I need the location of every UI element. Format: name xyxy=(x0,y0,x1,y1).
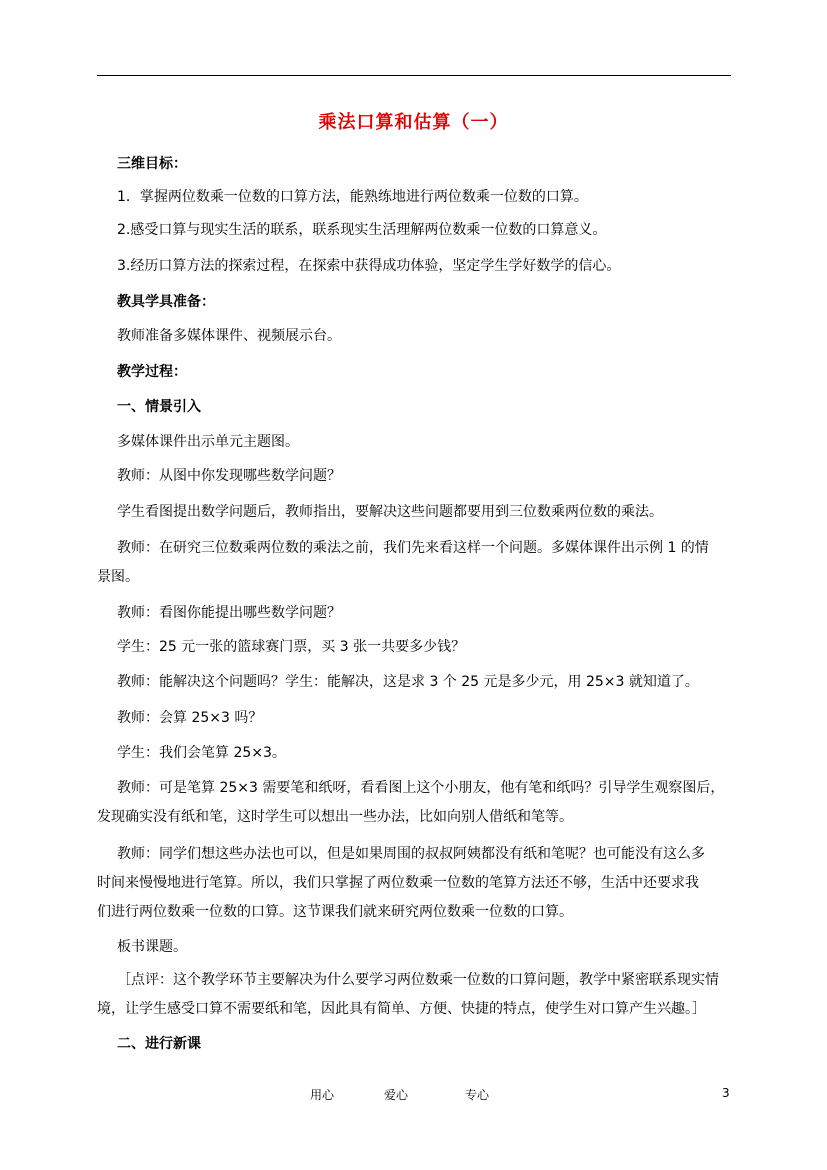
paragraph-line: 多媒体课件出示单元主题图。 xyxy=(117,434,299,450)
section-heading: 二、进行新课 xyxy=(117,1036,201,1052)
section-heading: 三维目标： xyxy=(117,156,187,172)
paragraph-line: 2.感受口算与现实生活的联系，联系现实生活理解两位数乘一位数的口算意义。 xyxy=(117,222,607,238)
paragraph-line: 时间来慢慢地进行笔算。所以，我们只掌握了两位数乘一位数的笔算方法还不够，生活中还要求我 xyxy=(97,875,699,891)
paragraph-line: 教师：同学们想这些办法也可以，但是如果周围的叔叔阿姨都没有纸和笔呢？也可能没有这么多 xyxy=(117,846,705,862)
paragraph-line: 板书课题。 xyxy=(117,939,187,955)
paragraph-line: 们进行两位数乘一位数的口算。这节课我们就来研究两位数乘一位数的口算。 xyxy=(97,904,573,920)
paragraph-line: 教师：在研究三位数乘两位数的乘法之前，我们先来看这样一个问题。多媒体课件出示例 1 的情 xyxy=(117,540,709,556)
paragraph-line: ［点评：这个教学环节主要解决为什么要学习两位数乘一位数的口算问题，教学中紧密联系现实情 xyxy=(117,972,719,988)
footer-word-2: 爱心 xyxy=(384,1088,409,1102)
paragraph-line: 学生：25 元一张的篮球赛门票，买 3 张一共要多少钱？ xyxy=(117,639,466,655)
paragraph-line: 1．掌握两位数乘一位数的口算方法，能熟练地进行两位数乘一位数的口算。 xyxy=(117,189,588,205)
footer-word-3: 专心 xyxy=(465,1088,490,1102)
section-heading: 教具学具准备： xyxy=(117,294,215,310)
page-title: 乘法口算和估算（一） xyxy=(318,112,509,133)
paragraph-line: 3.经历口算方法的探索过程，在探索中获得成功体验，坚定学生学好数学的信心。 xyxy=(117,258,621,274)
header-rule xyxy=(97,75,731,76)
paragraph-line: 发现确实没有纸和笔，这时学生可以想出一些办法，比如向别人借纸和笔等。 xyxy=(97,809,573,825)
paragraph-line: 教师：看图你能提出哪些数学问题？ xyxy=(117,605,341,621)
section-heading: 一、情景引入 xyxy=(117,399,201,415)
page-number: 3 xyxy=(722,1086,730,1100)
paragraph-line: 教师：从图中你发现哪些数学问题？ xyxy=(117,468,341,484)
section-heading: 教学过程： xyxy=(117,364,187,380)
footer-word-1: 用心 xyxy=(310,1088,335,1102)
paragraph-line: 教师：可是笔算 25×3 需要笔和纸呀，看看图上这个小朋友，他有笔和纸吗？引导学生观察图后， xyxy=(117,780,725,796)
paragraph-line: 教师准备多媒体课件、视频展示台。 xyxy=(117,328,341,344)
paragraph-line: 教师：会算 25×3 吗？ xyxy=(117,710,263,726)
paragraph-line: 教师：能解决这个问题吗？学生：能解决，这是求 3 个 25 元是多少元，用 25×3 就知道了。 xyxy=(117,674,699,690)
paragraph-line: 境，让学生感受口算不需要纸和笔，因此具有简单、方便、快捷的特点，使学生对口算产生兴趣。］ xyxy=(97,1001,706,1017)
paragraph-line: 学生看图提出数学问题后，教师指出，要解决这些问题都要用到三位数乘两位数的乘法。 xyxy=(117,504,663,520)
paragraph-line: 学生：我们会笔算 25×3。 xyxy=(117,745,286,761)
paragraph-line: 景图。 xyxy=(97,569,139,585)
